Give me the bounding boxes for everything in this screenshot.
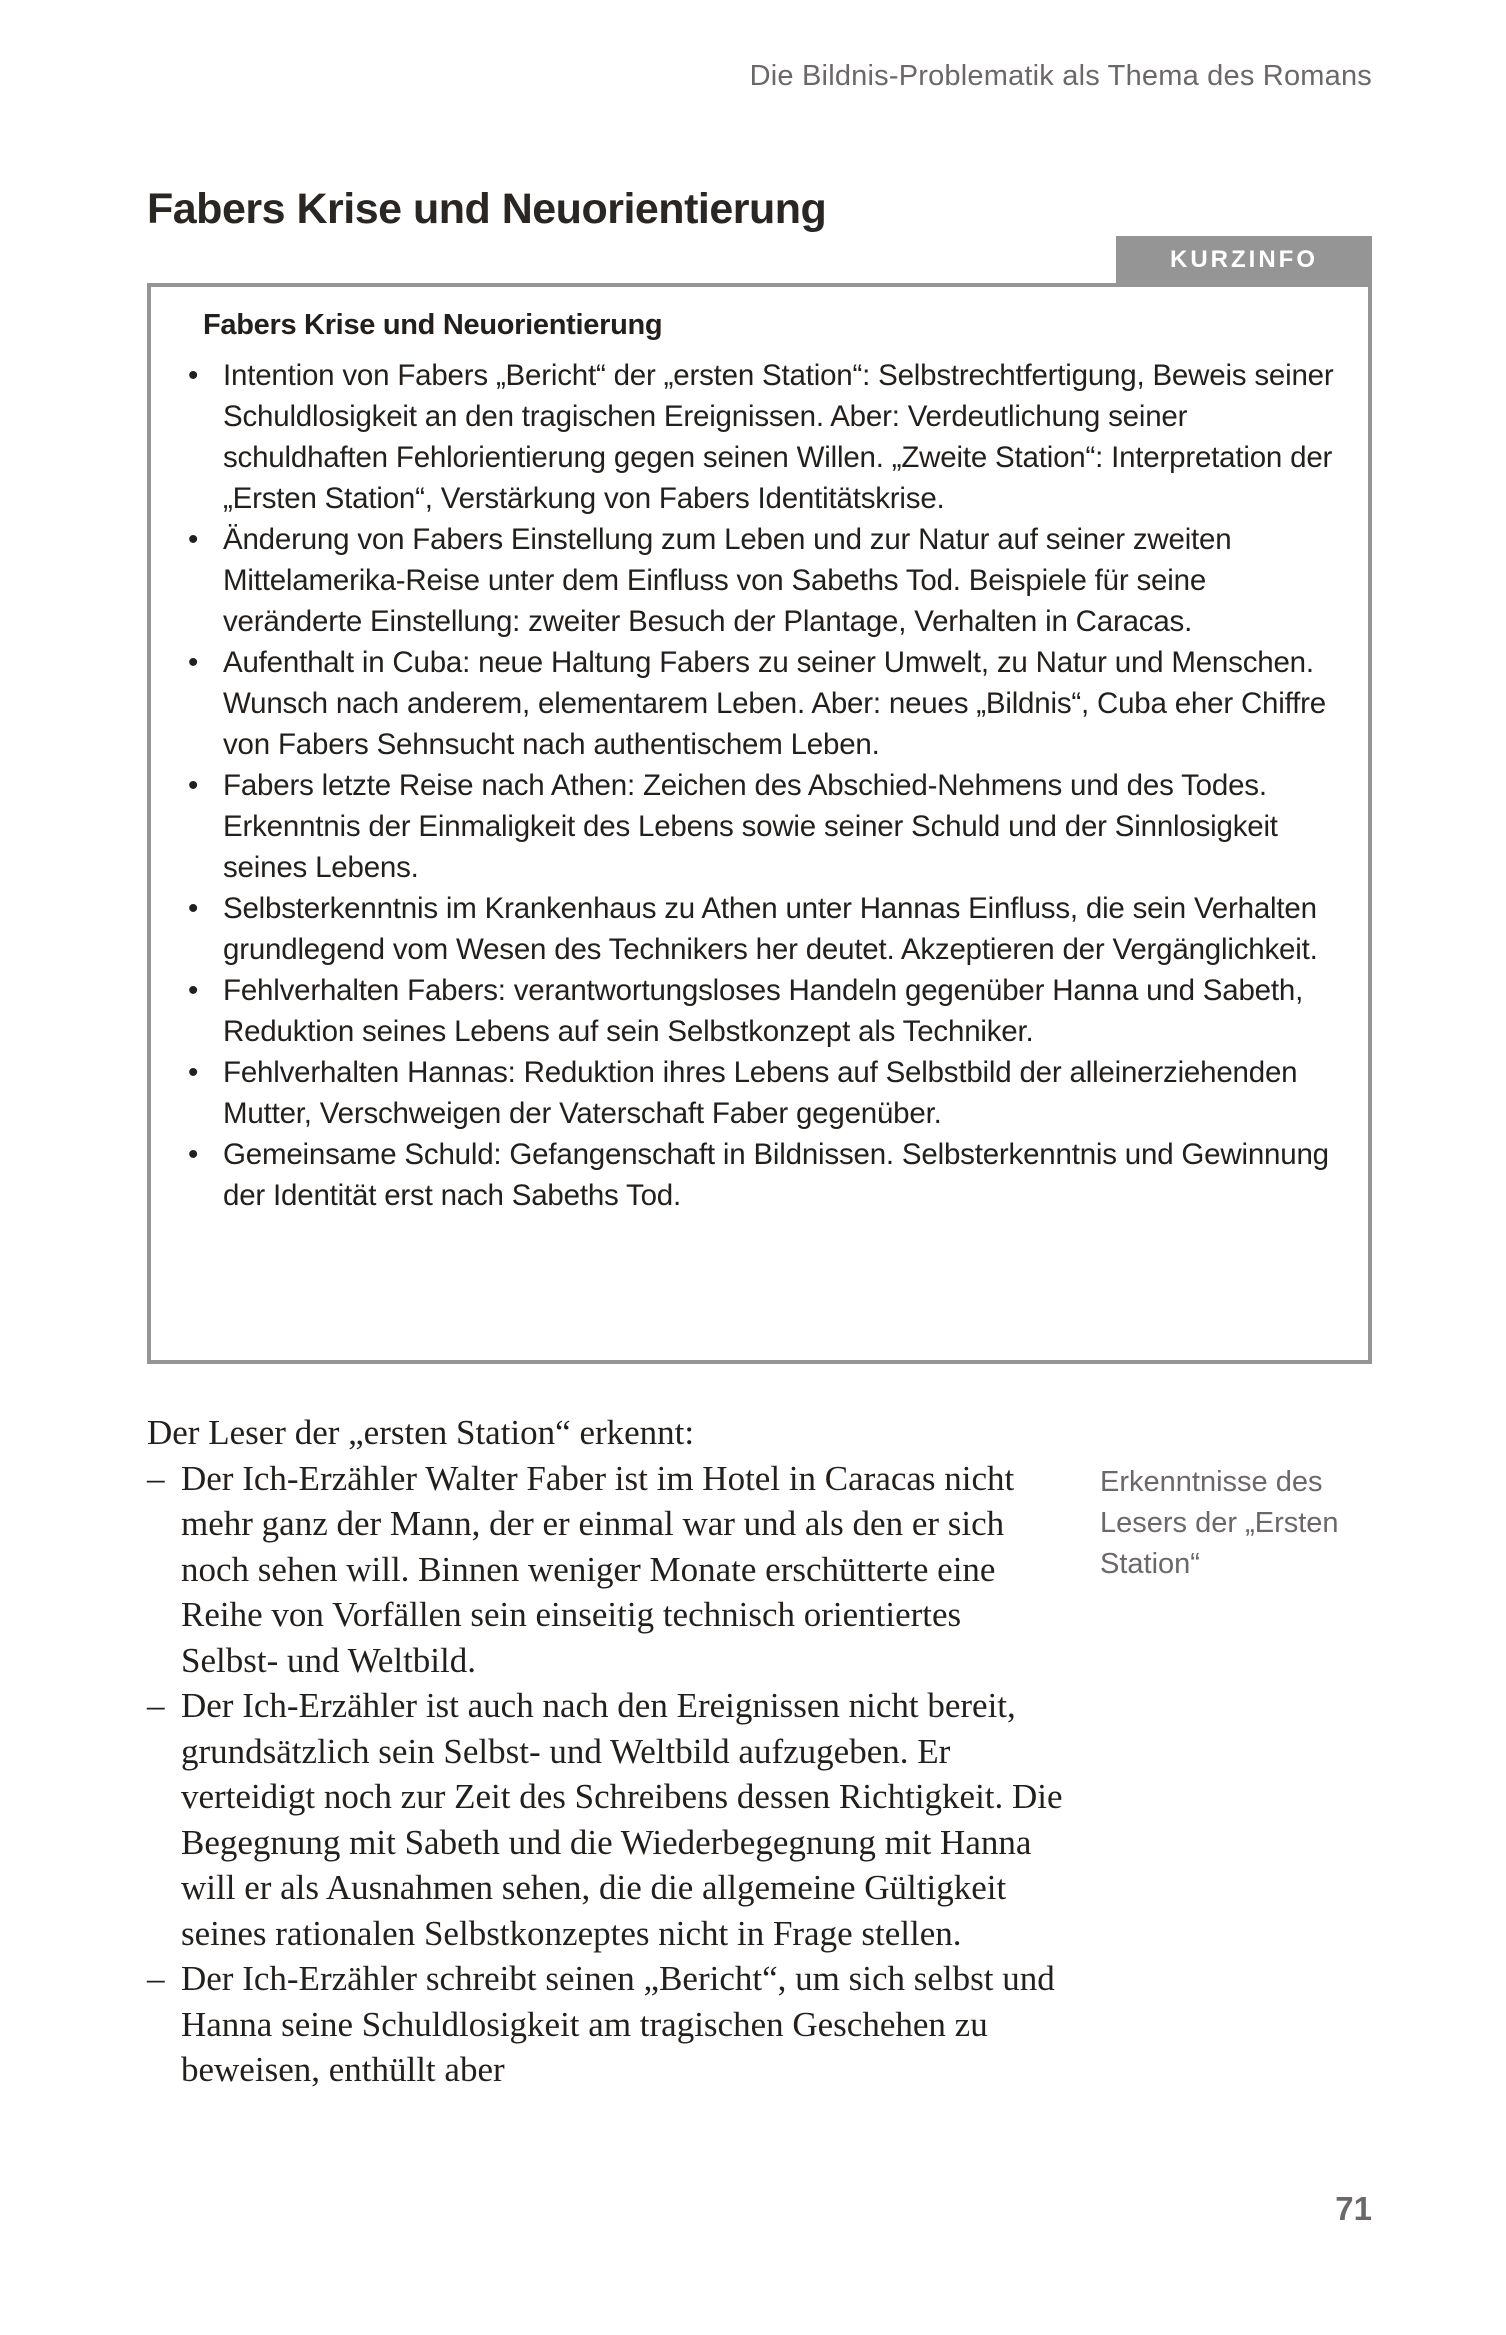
kurzinfo-list — [171, 355, 1348, 1216]
bullet-icon: • — [188, 1138, 199, 1171]
dash-icon: – — [147, 1959, 165, 1998]
bullet-icon: • — [188, 359, 199, 392]
kurzinfo-item-text: Gemeinsame Schuld: Gefangenschaft in Bildnissen. Selbsterkenntnis und Gewinnung der Identität erst nach Sabeths Tod. — [223, 1138, 1329, 1212]
kurzinfo-item — [171, 888, 1348, 970]
dash-icon: – — [147, 1686, 165, 1725]
body-list-item-text: Der Ich-Erzähler ist auch nach den Ereignissen nicht bereit, grundsätzlich sein Selbst- und Weltbild aufzugeben. Er verteidigt noch zur Zeit des Schreibens dessen Richtigkeit. Die Begegnung mit Sabeth und die Wiederbegegnung mit Hanna will er als Ausnahmen sehen, die die allgemeine Gültigkeit seines rationalen Selbstkonzeptes nicht in Frage stellen. — [181, 1686, 1063, 1953]
kurzinfo-item-text: Fehlverhalten Fabers: verantwortungsloses Handeln gegenüber Hanna und Sabeth, Reduktion seines Lebens auf sein Selbstkonzept als Techniker. — [223, 974, 1304, 1048]
kurzinfo-item-text: Aufenthalt in Cuba: neue Haltung Fabers zu seiner Umwelt, zu Natur und Menschen. Wunsch nach anderem, elementarem Leben. Aber: neues „Bildnis“, Cuba eher Chiffre von Fabers Sehnsucht nach authentischem Leben. — [223, 646, 1326, 761]
body-intro: Der Leser der „ersten Station“ erkennt: — [147, 1413, 695, 1452]
kurzinfo-title: Fabers Krise und Neuorientierung — [203, 309, 663, 341]
body-list-item — [147, 1456, 1067, 1684]
section-title: Fabers Krise und Neuorientierung — [147, 185, 827, 233]
bullet-icon: • — [188, 769, 199, 802]
kurzinfo-item — [171, 1052, 1348, 1134]
body-list-item — [147, 1956, 1067, 2093]
kurzinfo-box — [147, 283, 1372, 1364]
body-list-item-text: Der Ich-Erzähler schreibt seinen „Bericht“, um sich selbst und Hanna seine Schuldlosigkeit am tragischen Geschehen zu beweisen, enthüllt aber — [181, 1959, 1055, 2089]
running-head: Die Bildnis-Problematik als Thema des Romans — [749, 60, 1372, 92]
bullet-icon: • — [188, 892, 199, 925]
dash-icon: – — [147, 1458, 165, 1498]
kurzinfo-item — [171, 970, 1348, 1052]
body-list-item — [147, 1683, 1067, 1956]
kurzinfo-item-text: Intention von Fabers „Bericht“ der „ersten Station“: Selbstrechtfertigung, Beweis seiner Schuldlosigkeit an den tragischen Ereignissen. Aber: Verdeutlichung seiner schuldhaften Fehlorientierung gegen seinen Willen. „Zweite Station“: Interpretation der „Ersten Station“, Verstärkung von Fabers Identitätskrise. — [223, 359, 1334, 515]
margin-note: Erkenntnisse des Lesers der „Ersten Station“ — [1100, 1466, 1339, 1580]
bullet-icon: • — [188, 523, 199, 556]
bullet-icon: • — [188, 646, 199, 679]
kurzinfo-item-text: Selbsterkenntnis im Krankenhaus zu Athen unter Hannas Einfluss, die sein Verhalten grundlegend vom Wesen des Technikers her deutet. Akzeptieren der Vergänglichkeit. — [223, 892, 1318, 966]
kurzinfo-item — [171, 642, 1348, 765]
body-dash-list — [147, 1456, 1067, 2093]
kurzinfo-item — [171, 765, 1348, 888]
kurzinfo-item-text: Änderung von Fabers Einstellung zum Leben und zur Natur auf seiner zweiten Mittelamerika-Reise unter dem Einfluss von Sabeths Tod. Beispiele für seine veränderte Einstellung: zweiter Besuch der Plantage, Verhalten in Caracas. — [223, 523, 1232, 638]
kurzinfo-item — [171, 355, 1348, 519]
kurzinfo-item — [171, 519, 1348, 642]
page-number: 71 — [1335, 2190, 1372, 2227]
bullet-icon: • — [188, 1056, 199, 1089]
kurzinfo-item — [171, 1134, 1348, 1216]
kurzinfo-item-text: Fehlverhalten Hannas: Reduktion ihres Lebens auf Selbstbild der alleinerziehenden Mutter, Verschweigen der Vaterschaft Faber gegenüber. — [223, 1056, 1298, 1130]
body-text — [147, 1410, 1067, 2093]
kurzinfo-item-text: Fabers letzte Reise nach Athen: Zeichen des Abschied-Nehmens und des Todes. Erkenntnis der Einmaligkeit des Lebens sowie seiner Schuld und der Sinnlosigkeit seines Lebens. — [223, 769, 1278, 884]
bullet-icon: • — [188, 974, 199, 1007]
kurzinfo-tab: KURZINFO — [1116, 236, 1372, 283]
body-list-item-text: Der Ich-Erzähler Walter Faber ist im Hotel in Caracas nicht mehr ganz der Mann, der er einmal war und als den er sich noch sehen will. Binnen weniger Monate erschütterte eine Reihe von Vorfällen sein einseitig technisch orientiertes Selbst- und Weltbild. — [181, 1458, 1015, 1680]
